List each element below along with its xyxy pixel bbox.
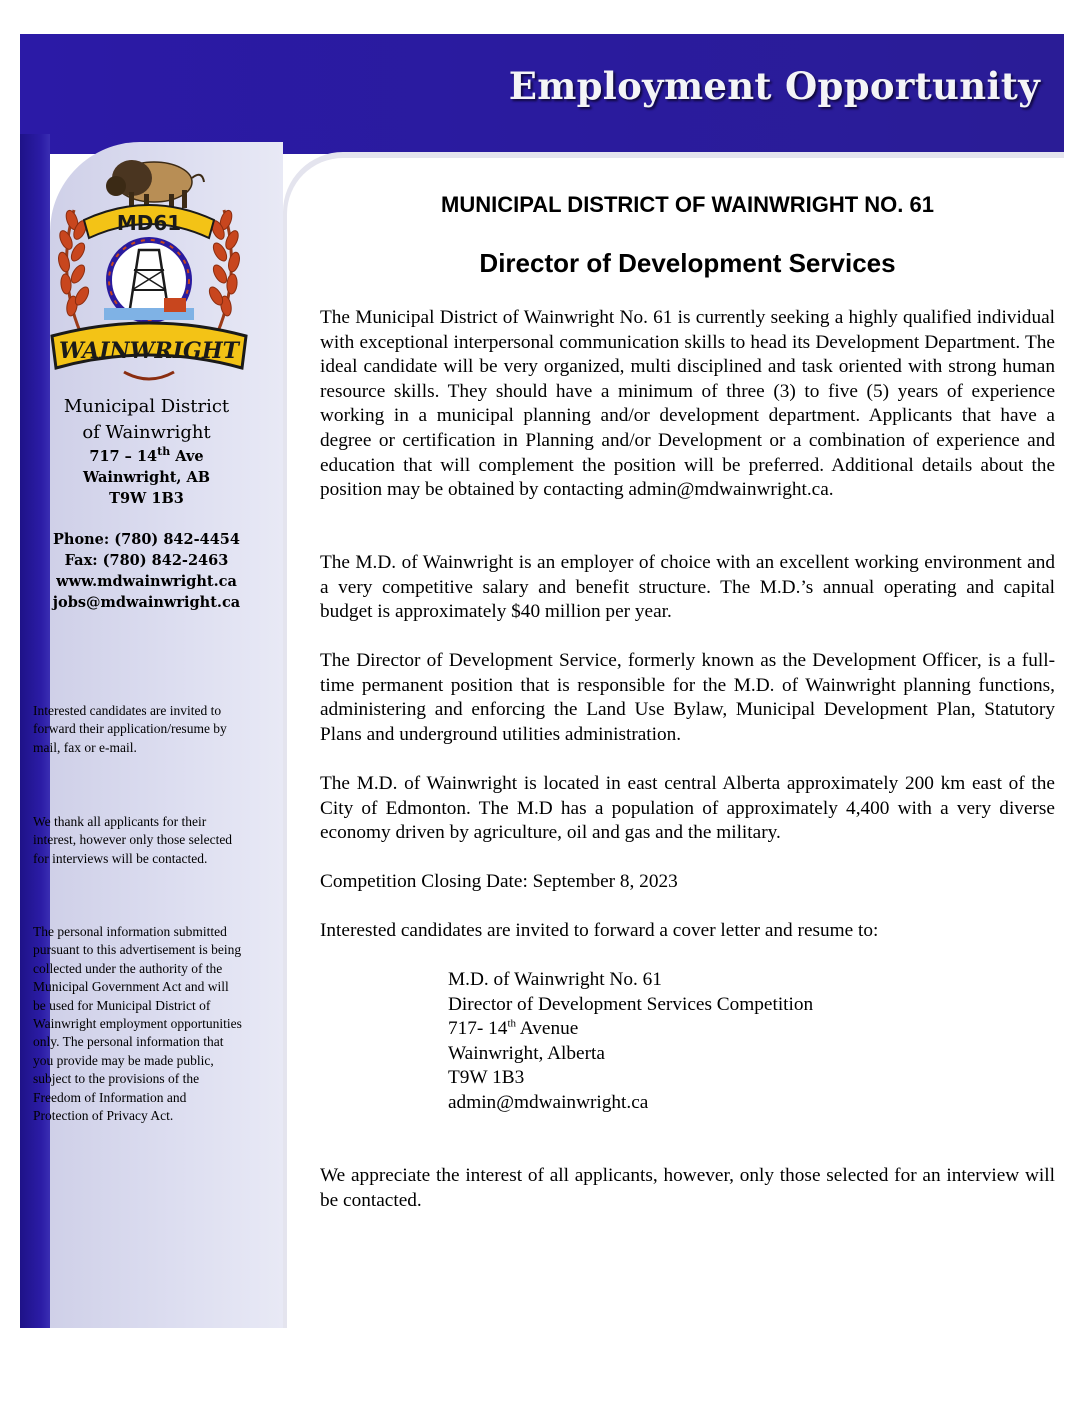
banner-title: Employment Opportunity	[508, 64, 1040, 108]
paragraph-employer: The M.D. of Wainwright is an employer of choice with an excellent working environment and a very competitive salary and benefit structure. The M.D.’s annual operating and capital budget is approximately $40 million per year.	[320, 552, 1055, 623]
org-postal: T9W 1B3	[109, 490, 184, 507]
wainwright-banner	[52, 323, 246, 379]
mailing-address	[448, 968, 1008, 1116]
mail-line5: T9W 1B3	[448, 1067, 525, 1089]
org-name-line2: of Wainwright	[82, 422, 211, 443]
oil-derrick-icon	[104, 240, 194, 320]
mail-line3: 717- 14th Avenue	[448, 1017, 579, 1040]
invite-text: Interested candidates are invited to forward a cover letter and resume to:	[320, 920, 879, 941]
contact-block	[30, 529, 263, 613]
mail-line4: Wainwright, Alberta	[448, 1042, 605, 1064]
sidebar-note-apply: Interested candidates are invited to forward their application/resume by mail, fax or e-mail.	[33, 703, 227, 755]
org-info	[30, 394, 263, 613]
org-address: 717 – 14th Ave	[89, 445, 204, 465]
logo-bottom-text: WAINWRIGHT	[59, 338, 239, 364]
md-wainwright-logo	[44, 130, 254, 392]
logo-top-text: MD61	[116, 211, 182, 235]
md61-banner	[84, 205, 214, 238]
paragraph-location: The M.D. of Wainwright is located in east central Alberta approximately 200 km east of the City of Edmonton. The M.D has a population of approximately 4,400 with a very diverse economy driven by agriculture, oil and gas and the military.	[320, 773, 1055, 844]
phone-line: Phone: (780) 842-4454	[53, 531, 240, 548]
paragraph-position: The Director of Development Service, formerly known as the Development Officer, is a full-time permanent position that is responsible for the M.D. of Wainwright planning functions, administering and enforcing the Land Use Bylaw, Municipal Development Plan, Statutory Plans and underground utilities administration.	[320, 650, 1055, 745]
mail-email-link[interactable]: admin@mdwainwright.ca	[448, 1091, 649, 1113]
sidebar-note-thanks: We thank all applicants for their interest, however only those selected for interviews will be contacted.	[33, 814, 233, 866]
org-heading: MUNICIPAL DISTRICT OF WAINWRIGHT NO. 61	[441, 192, 934, 217]
job-title: Director of Development Services	[479, 248, 896, 278]
org-name-line1: Municipal District	[63, 396, 230, 417]
jobs-email-link[interactable]: jobs@mdwainwright.ca	[52, 594, 241, 611]
paragraph-intro: The Municipal District of Wainwright No. 61 is currently seeking a highly qualified individual with exceptional interpersonal communication skills to head its Development Department. The ideal candidate will be very organized, multi disciplined and task oriented with strong human resource skills. They should have a minimum of three (3) to five (5) years of experience working in a municipal planning and/or development department. Applicants that have a degree or certification in Planning and/or Development or a combination of experience and education that will complement the position will be preferred. Additional details about the position may be obtained by contacting admin@mdwainwright.ca.	[320, 307, 1055, 501]
mail-line2: Director of Development Services Competition	[448, 993, 814, 1015]
closing-date: Competition Closing Date: September 8, 2023	[320, 871, 678, 892]
website-link[interactable]: www.mdwainwright.ca	[56, 573, 237, 590]
closing-note: We appreciate the interest of all applicants, however, only those selected for an interview will be contacted.	[320, 1165, 1055, 1211]
bison-icon	[106, 160, 204, 210]
org-city: Wainwright, AB	[82, 469, 211, 486]
sidebar-note-privacy: The personal information submitted pursuant to this advertisement is being collected under the authority of the Municipal Government Act and will be used for Municipal District of Wainwright employment opportunities only. The personal information that you provide may be made public, subject to the provisions of the Freedom of Information and Protection of Privacy Act.	[33, 924, 242, 1124]
fax-line: Fax: (780) 842-2463	[64, 552, 229, 569]
mail-line1: M.D. of Wainwright No. 61	[448, 969, 662, 990]
